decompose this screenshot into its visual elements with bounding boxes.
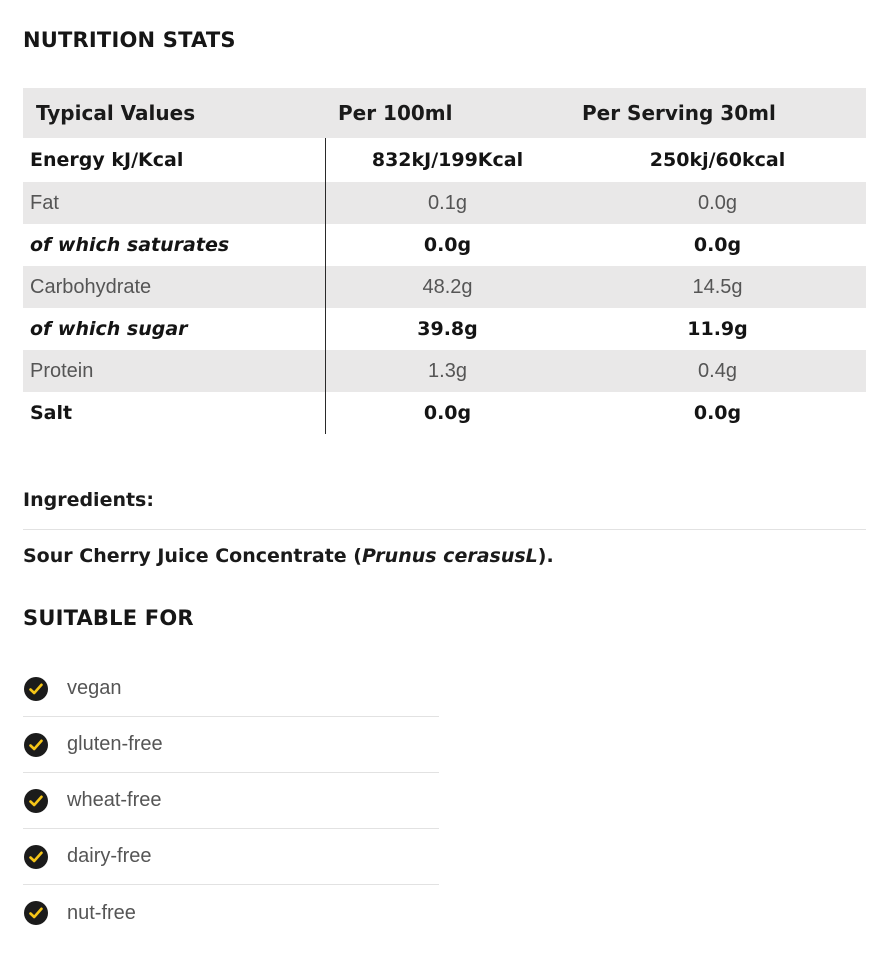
check-circle-icon xyxy=(24,845,48,869)
list-item-dairy-free xyxy=(23,829,439,885)
suitable-for-list xyxy=(23,661,439,941)
row-per-serving: 0.0g xyxy=(693,402,742,424)
ingredients-divider xyxy=(23,529,866,530)
row-per-serving: 14.5g xyxy=(692,275,743,298)
check-circle-icon xyxy=(24,677,48,701)
check-circle-icon xyxy=(24,901,48,925)
nutrition-table xyxy=(23,88,866,434)
table-row-sugar xyxy=(23,308,866,350)
row-label: Salt xyxy=(23,392,326,434)
check-circle-icon xyxy=(24,733,48,757)
header-typical-values: Typical Values xyxy=(36,101,196,125)
row-per-100ml: 48.2g xyxy=(422,275,473,298)
row-per-serving: 250kj/60kcal xyxy=(649,149,786,171)
table-row-energy xyxy=(23,138,866,182)
ingredients-latin-name: Prunus cerasusL xyxy=(361,545,538,567)
suitable-label: dairy-free xyxy=(67,845,152,867)
row-per-100ml: 0.1g xyxy=(428,191,467,214)
table-row-carbohydrate xyxy=(23,266,866,308)
row-per-100ml: 1.3g xyxy=(428,359,467,382)
nutrition-stats-title: NUTRITION STATS xyxy=(23,28,236,52)
suitable-for-title: SUITABLE FOR xyxy=(23,606,194,630)
row-label: Fat xyxy=(23,182,326,224)
list-item-wheat-free xyxy=(23,773,439,829)
row-per-100ml: 832kJ/199Kcal xyxy=(371,149,524,171)
table-row-salt xyxy=(23,392,866,434)
ingredients-text xyxy=(23,545,554,567)
row-per-100ml: 0.0g xyxy=(423,234,472,256)
list-item-gluten-free xyxy=(23,717,439,773)
row-label: of which sugar xyxy=(23,308,326,350)
suitable-label: vegan xyxy=(67,677,122,699)
suitable-label: nut-free xyxy=(67,901,136,924)
suitable-label: gluten-free xyxy=(67,733,163,755)
row-label: Protein xyxy=(23,350,326,392)
list-item-nut-free xyxy=(23,885,439,941)
table-header-row xyxy=(23,88,866,138)
table-row-saturates xyxy=(23,224,866,266)
ingredients-text-before: Sour Cherry Juice Concentrate ( xyxy=(23,545,362,567)
row-per-100ml: 0.0g xyxy=(423,402,472,424)
header-per-100ml: Per 100ml xyxy=(338,101,453,125)
table-row-fat xyxy=(23,182,866,224)
row-label: Carbohydrate xyxy=(23,266,326,308)
suitable-label: wheat-free xyxy=(67,789,162,811)
row-per-serving: 0.0g xyxy=(693,234,742,256)
list-item-vegan xyxy=(23,661,439,717)
ingredients-heading: Ingredients: xyxy=(23,489,154,511)
row-per-serving: 0.0g xyxy=(698,191,737,214)
row-label: Energy kJ/Kcal xyxy=(23,138,326,182)
check-circle-icon xyxy=(24,789,48,813)
ingredients-text-after: ). xyxy=(537,545,554,567)
row-per-serving: 11.9g xyxy=(687,318,748,340)
header-per-serving: Per Serving 30ml xyxy=(582,101,776,125)
row-label: of which saturates xyxy=(23,224,326,266)
row-per-100ml: 39.8g xyxy=(417,318,478,340)
table-row-protein xyxy=(23,350,866,392)
row-per-serving: 0.4g xyxy=(698,359,737,382)
